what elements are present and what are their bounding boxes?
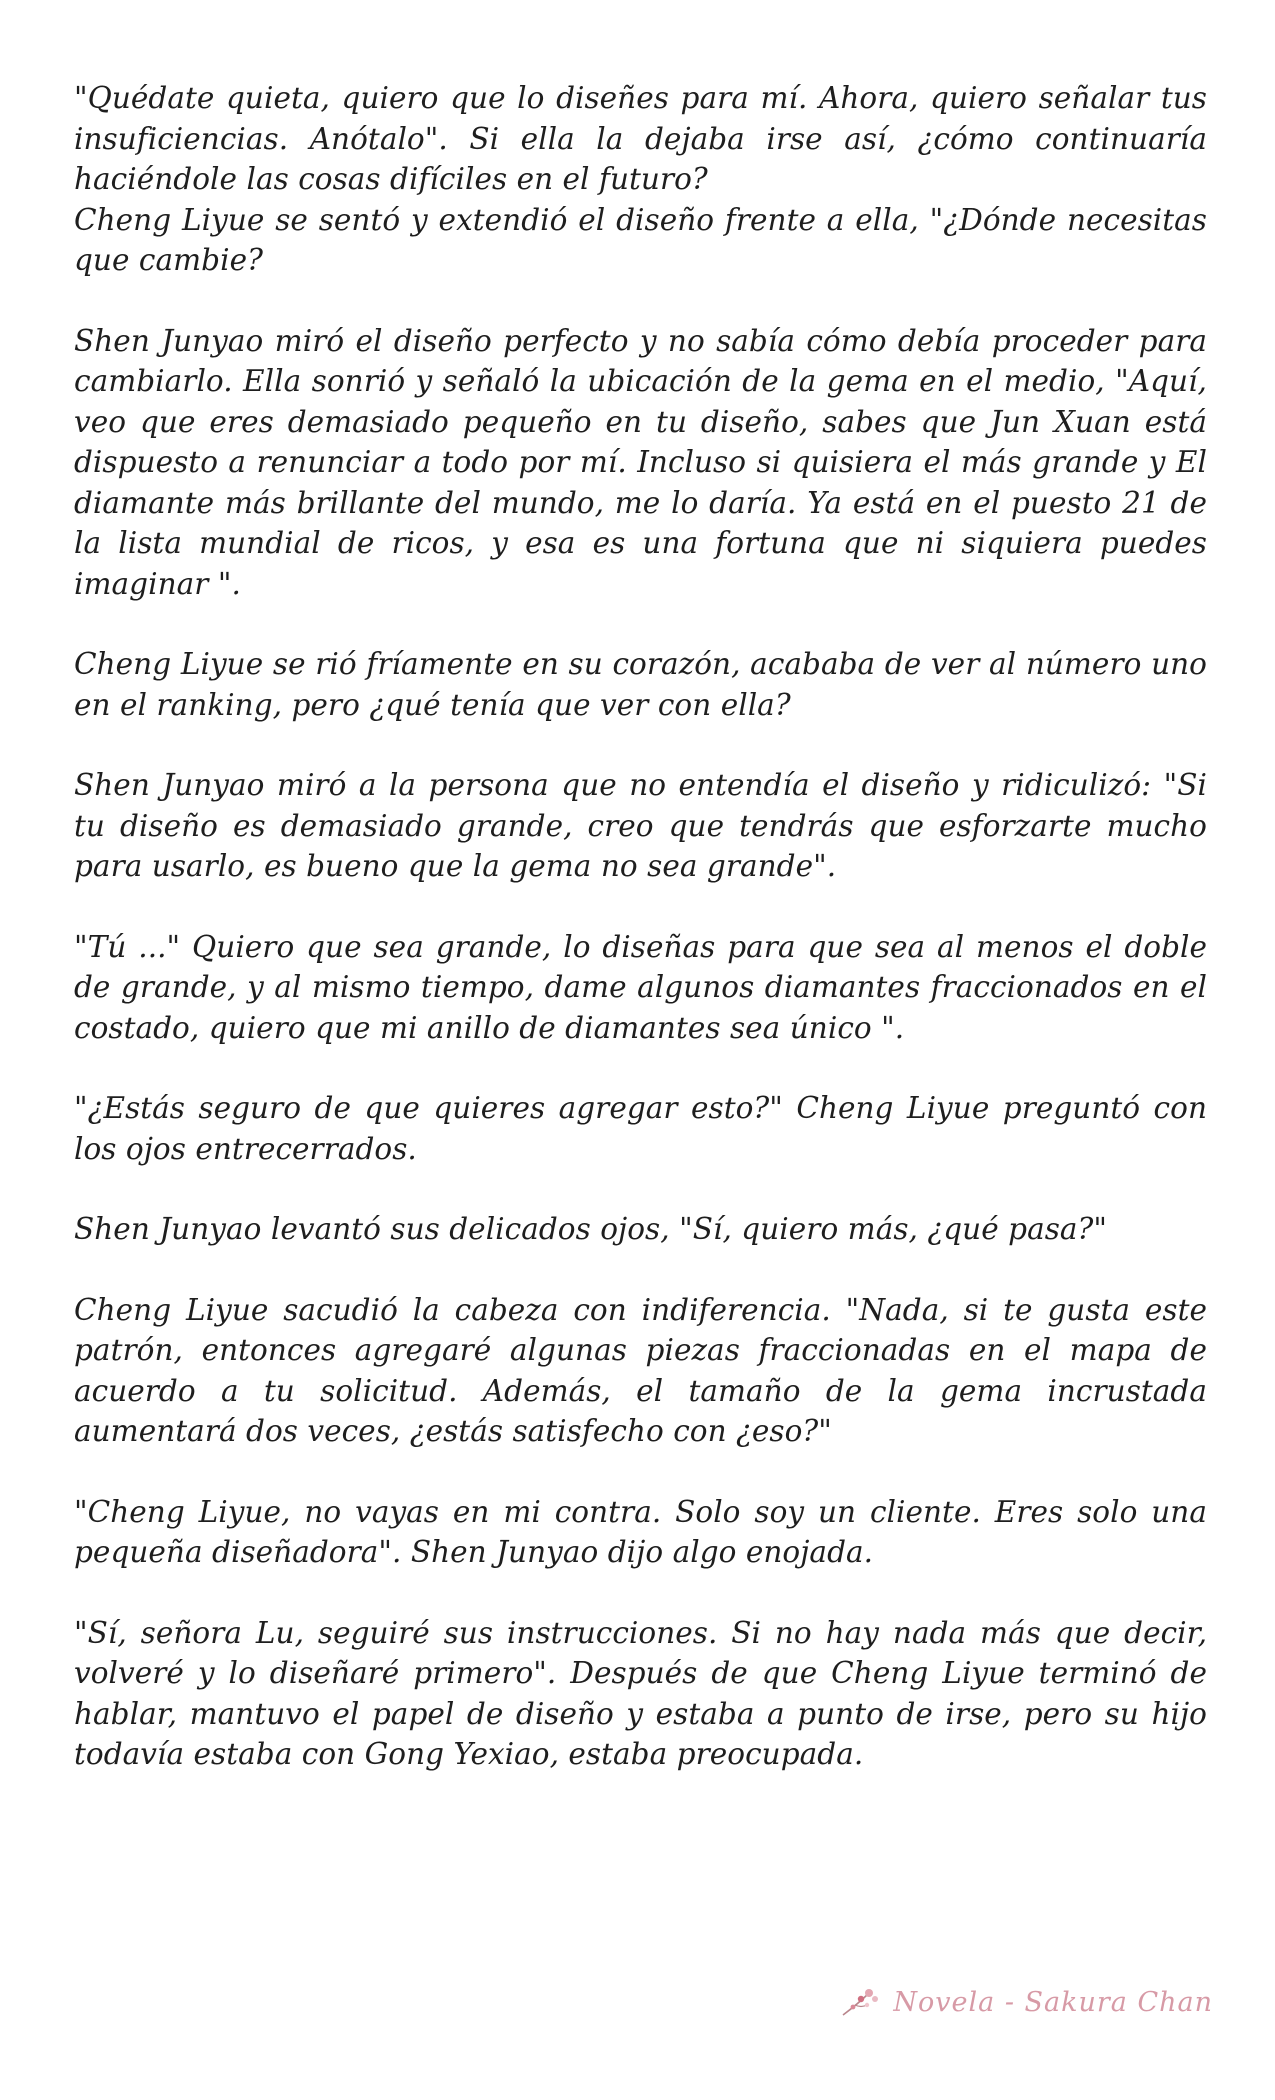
paragraph-7: Shen Junyao levantó sus delicados ojos, "Sí, quiero más, ¿qué pasa?" (74, 1212, 1108, 1246)
paragraph-6: "¿Estás seguro de que quieres agregar esto?" Cheng Liyue preguntó con los ojos entrecerrados. (74, 1091, 1207, 1166)
paragraph-5: "Tú ..." Quiero que sea grande, lo diseñas para que sea al menos el doble de grande, y al mismo tiempo, dame algunos diamantes fraccionados en el costado, quiero que mi anillo de diamantes sea único ". (74, 929, 1207, 1045)
document-body (74, 78, 1207, 1815)
paragraph-4: Shen Junyao miró a la persona que no entendía el diseño y ridiculizó: "Si tu diseño es demasiado grande, creo que tendrás que esforzarte mucho para usarlo, es bueno que la gema no sea grande". (74, 768, 1207, 883)
paragraph-9: "Cheng Liyue, no vayas en mi contra. Solo soy un cliente. Eres solo una pequeña diseñadora". Shen Junyao dijo algo enojada. (74, 1494, 1207, 1569)
watermark (841, 1985, 1213, 2019)
paragraph-8: Cheng Liyue sacudió la cabeza con indiferencia. "Nada, si te gusta este patrón, entonces agregaré algunas piezas fraccionadas en el mapa de acuerdo a tu solicitud. Además, el tamaño de la gema incrustada aumentará dos veces, ¿estás satisfecho con ¿eso?" (74, 1292, 1207, 1448)
paragraph-2: Shen Junyao miró el diseño perfecto y no sabía cómo debía proceder para cambiarlo. Ella sonrió y señaló la ubicación de la gema en el medio, "Aquí, veo que eres demasiado pequeño en tu diseño, sabes que Jun Xuan está dispuesto a renunciar a todo por mí. Incluso si quisiera el más grande y El diamante más brillante del mundo, me lo daría. Ya está en el puesto 21 de la lista mundial de ricos, y esa es una fortuna que ni siquiera puedes imaginar ". (74, 323, 1207, 601)
paragraph-1: "Quédate quieta, quiero que lo diseñes para mí. Ahora, quiero señalar tus insuficiencias. Anótalo". Si ella la dejaba irse así, ¿cómo continuaría haciéndole las cosas difíciles en el futuro? Cheng Liyue se sentó y extendió el diseño frente a ella, "¿Dónde necesitas que cambie? (74, 81, 1207, 277)
watermark-text: Novela - Sakura Chan (893, 1986, 1213, 2018)
sakura-branch-icon (841, 1985, 883, 2019)
paragraph-3: Cheng Liyue se rió fríamente en su corazón, acababa de ver al número uno en el ranking, pero ¿qué tenía que ver con ella? (74, 647, 1207, 722)
paragraph-10: "Sí, señora Lu, seguiré sus instrucciones. Si no hay nada más que decir, volveré y lo diseñaré primero". Después de que Cheng Liyue terminó de hablar, mantuvo el papel de diseño y estaba a punto de irse, pero su hijo todavía estaba con Gong Yexiao, estaba preocupada. (74, 1615, 1207, 1771)
